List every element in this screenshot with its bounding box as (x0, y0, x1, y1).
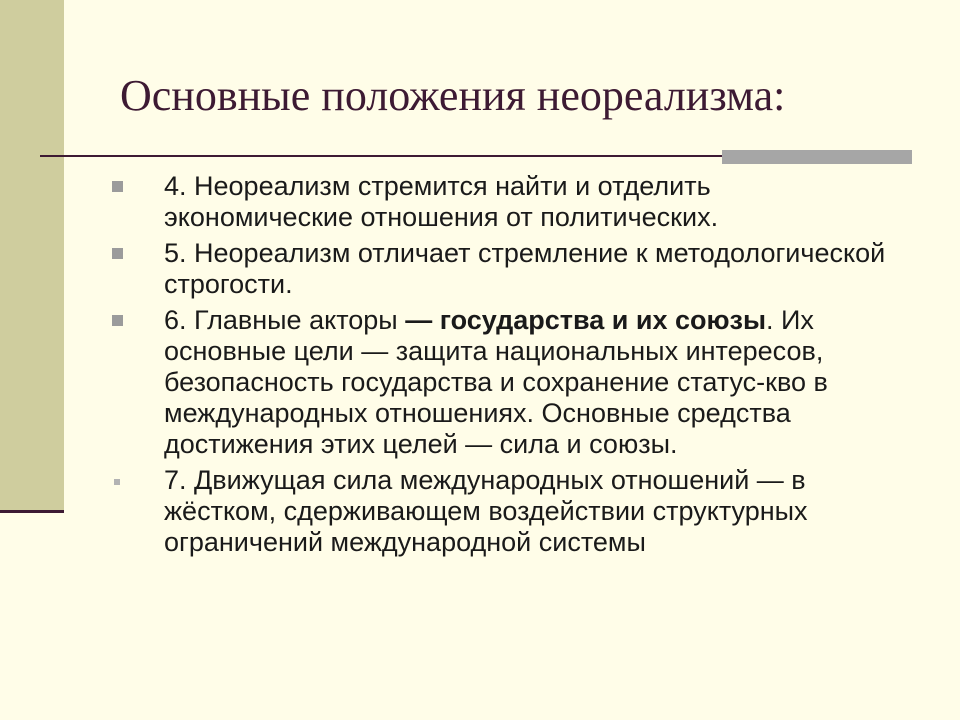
bullet-text-suffix: . Их основные цели — защита национальных интересов, безопасность государства и сохранение статус-кво в международных отношениях. Основные средства достижения этих целей — сила и союзы. (164, 305, 828, 459)
square-bullet-icon (114, 479, 120, 485)
title-divider-accent (722, 150, 912, 164)
bullet-item-4 (108, 171, 898, 233)
bullet-text: 4. Неореализм стремится найти и отделить экономические отношения от политических. (164, 171, 719, 232)
square-bullet-icon (112, 315, 123, 326)
side-bar-decoration (0, 0, 64, 512)
square-bullet-icon (112, 248, 123, 259)
bullet-text: 7. Движущая сила международных отношений — в жёстком, сдерживающем воздействии структурных ограничений международной системы (164, 465, 808, 557)
side-bar-underline (0, 510, 64, 513)
bullet-text-bold: — государства и их союзы (405, 305, 767, 335)
bullet-list (108, 171, 898, 563)
bullet-text-prefix: 6. Главные акторы (164, 305, 406, 335)
bullet-item-7 (108, 465, 898, 558)
bullet-item-6 (108, 305, 898, 460)
slide-title: Основные положения неореализма: (120, 71, 786, 120)
bullet-item-5 (108, 238, 898, 300)
square-bullet-icon (112, 181, 123, 192)
bullet-text: 5. Неореализм отличает стремление к методологической строгости. (164, 238, 886, 299)
